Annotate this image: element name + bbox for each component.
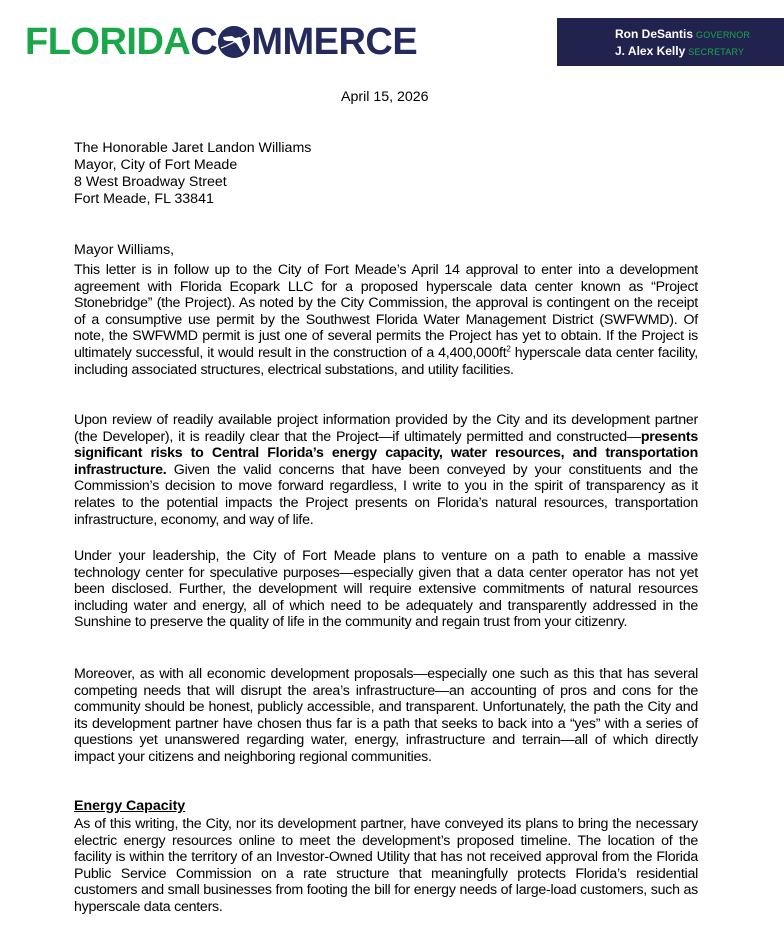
official-governor	[615, 26, 784, 43]
paragraph-text: Upon review of readily available project information provided by the City and its development partner (the Developer), it is readily clear that the Project—if ultimately permitted and constructed—	[74, 412, 698, 445]
superscript: 2	[506, 344, 511, 354]
paragraph-emphasis: presents significant risks to Central Florida’s energy capacity, water resources, and transportation infrastructure.	[74, 428, 698, 478]
official-name: Ron DeSantis	[615, 27, 694, 41]
recipient-city-state-zip: Fort Meade, FL 33841	[74, 191, 214, 207]
recipient-address	[74, 140, 311, 208]
paragraph-text: This letter is in follow up to the City of Fort Meade’s April 14 approval to enter into a development agreement with Florida Ecopark LLC for a proposed hyperscale data center known as “Project Stonebridge” (the Project). As noted by the City Commission, the approval is contingent on the receipt of a consumptive use permit by the Southwest Florida Water Management District (SWFWMD). Of note, the SWFWMD permit is just one of several permits the Project has yet to obtain. If the Project is ultimately successful, it would result in the construction of a 4,400,000ft	[74, 262, 698, 361]
florida-commerce-logo	[25, 22, 417, 62]
paragraph-energy-capacity: As of this writing, the City, nor its development partner, have conveyed its plans to bring the necessary electric energy resources online to meet the development’s proposed timeline. The location of the facility is within the territory of an Investor-Owned Utility that has not received approval from the Florida Public Service Commission on a rate structure that meaningfully protects Florida’s residential customers and small businesses from footing the bill for energy needs of large-load customers, such as hyperscale data centers.	[74, 816, 698, 915]
logo-text-c: C	[190, 21, 218, 63]
paragraph-leadership: Under your leadership, the City of Fort Meade plans to venture on a path to enable a massive technology center for speculative purposes—especially given that a data center operator has not yet been disclosed. Further, the development will require extensive commitments of natural resources including water and energy, all of which need to be adequately and transparently addressed in the Sunshine to preserve the quality of life in the community and regain trust from your citizenry.	[74, 548, 698, 631]
letter-date: April 15, 2026	[341, 89, 429, 105]
logo-text-mmerce: MMERCE	[251, 21, 418, 63]
letterhead	[0, 0, 784, 80]
official-title: GOVERNOR	[696, 30, 751, 40]
logo-text-florida: FLORIDA	[25, 21, 191, 63]
recipient-street: 8 West Broadway Street	[74, 174, 227, 190]
recipient-name: The Honorable Jaret Landon Williams	[74, 140, 312, 156]
official-title: SECRETARY	[688, 47, 745, 57]
recipient-title: Mayor, City of Fort Meade	[74, 157, 238, 173]
salutation: Mayor Williams,	[74, 242, 175, 258]
official-name: J. Alex Kelly	[615, 44, 686, 58]
paragraph-intro	[74, 262, 698, 378]
paragraph-text: Given the valid concerns that have been conveyed by your constituents and the Commission’s decision to move forward regardless, I write to you in the spirit of transparency as it relates to the potential impacts the Project presents on Florida’s natural resources, transportation infrastructure, economy, and way of life.	[74, 461, 698, 528]
paragraph-transparency: Moreover, as with all economic development proposals—especially one such as this that has several competing needs that will disrupt the area’s infrastructure—an accounting of pros and cons for the community should be honest, publicly accessible, and transparent. Unfortunately, the path the City and its development partner have chosen thus far is a path that seeks to back into a “yes” with a series of questions yet unanswered regarding water, energy, infrastructure and terrain—all of which directly impact your citizens and neighboring regional communities.	[74, 666, 698, 765]
official-secretary	[615, 43, 784, 60]
paragraph-risks	[74, 412, 698, 528]
section-heading-energy-capacity: Energy Capacity	[74, 798, 186, 814]
officials-banner	[557, 18, 784, 66]
paragraph-text: hyperscale data center facility, including associated structures, electrical substations, and utility facilities.	[74, 344, 698, 378]
florida-globe-icon	[218, 26, 250, 58]
